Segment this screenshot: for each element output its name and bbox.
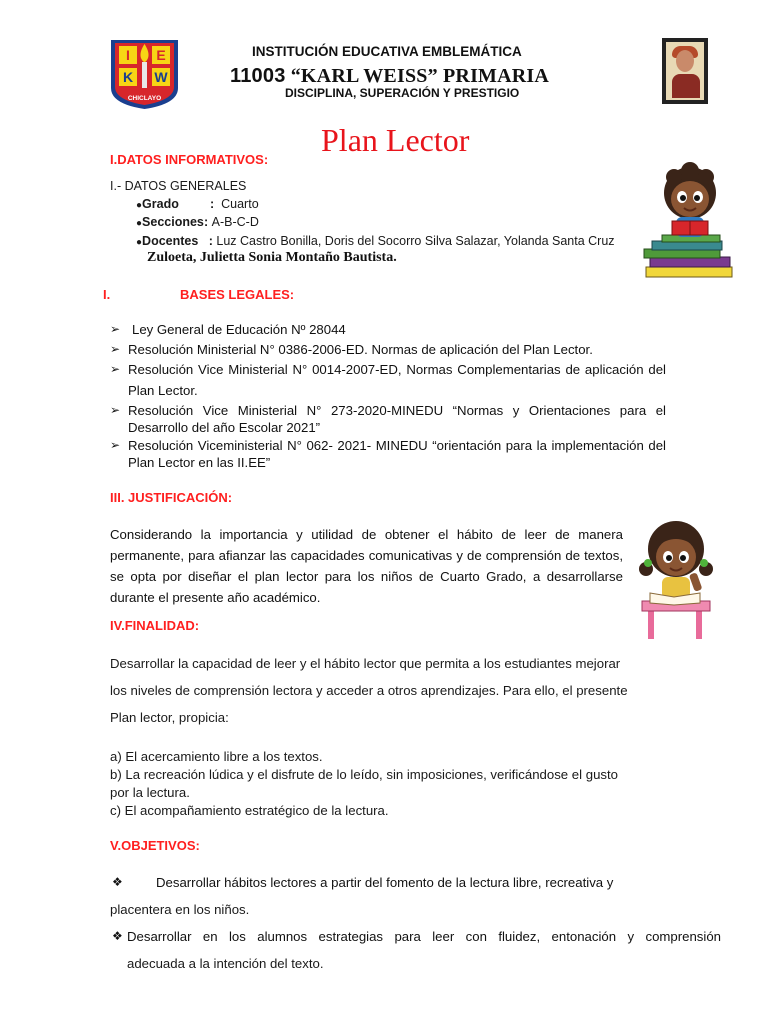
institution-label: INSTITUCIÓN EDUCATIVA EMBLEMÁTICA	[252, 44, 522, 59]
finalidad-item-b-cont: por la lectura.	[110, 785, 190, 800]
grado-value: Cuarto	[221, 197, 259, 211]
docentes-value-cont: Zuloeta, Julietta Sonia Montaño Bautista.	[147, 250, 397, 265]
school-logo	[108, 38, 181, 110]
arrow-bullet-icon: ➢	[110, 403, 121, 417]
objetivo-text-cont: adecuada a la intención del texto.	[127, 956, 324, 971]
legal-item-text: Resolución Vice Ministerial N° 273-2020-MINEDU “Normas y Orientaciones para el Desarrollo del año Escolar 2021”	[128, 403, 666, 435]
school-motto: DISCIPLINA, SUPERACIÓN Y PRESTIGIO	[285, 86, 520, 100]
arrow-bullet-icon: ➢	[110, 438, 121, 452]
logo-caption: CHICLAYO	[127, 95, 162, 102]
bullet-dot-icon: ●	[136, 237, 143, 248]
finalidad-item-b: b) La recreación lúdica y el disfrute de lo leído, sin imposiciones, verificándose el gusto	[110, 767, 618, 782]
secciones-label: Secciones	[142, 215, 204, 229]
datos-subheading: I.- DATOS GENERALES	[110, 179, 247, 193]
arrow-bullet-icon: ➢	[110, 342, 121, 356]
bases-number: I.	[103, 287, 111, 302]
logo-letter-i: I	[126, 47, 130, 63]
finalidad-item-a: a) El acercamiento libre a los textos.	[110, 749, 323, 764]
grado-row: ●Grado : Cuarto	[136, 197, 259, 211]
boy-reading-illustration	[642, 155, 738, 280]
diamond-bullet-icon: ❖	[112, 929, 123, 943]
school-number: 11003	[230, 65, 286, 87]
objetivos-heading: V.OBJETIVOS:	[110, 838, 200, 853]
legal-item	[110, 402, 666, 438]
docentes-value: Luz Castro Bonilla, Doris del Socorro Silva Salazar, Yolanda Santa Cruz	[216, 234, 615, 248]
legal-item	[110, 361, 666, 397]
document-title: Plan Lector	[321, 122, 470, 158]
legal-item	[110, 341, 666, 358]
portrait-photo	[662, 38, 708, 104]
docentes-row: ●Docentes : Luz Castro Bonilla, Doris del Socorro Silva Salazar, Yolanda Santa Cruz	[136, 234, 615, 248]
justificacion-heading: III. JUSTIFICACIÓN:	[110, 490, 233, 505]
legal-item	[110, 437, 666, 473]
finalidad-line: Desarrollar la capacidad de leer y el hábito lector que permita a los estudiantes mejorar	[110, 656, 621, 671]
logo-letter-e: E	[156, 47, 166, 63]
girl-reading-illustration	[634, 513, 726, 643]
legal-item-text: Ley General de Educación Nº 28044	[132, 322, 346, 337]
grado-label: Grado	[142, 197, 179, 211]
diamond-bullet-icon: ❖	[112, 875, 123, 889]
finalidad-heading: IV.FINALIDAD:	[110, 618, 200, 633]
finalidad-item-c: c) El acompañamiento estratégico de la lectura.	[110, 803, 389, 818]
objetivo-text: Desarrollar en los alumnos estrategias para leer con fluidez, entonación y comprensión	[127, 929, 721, 944]
school-name-text: “KARL WEISS” PRIMARIA	[290, 65, 550, 87]
objetivo-text: Desarrollar hábitos lectores a partir del fomento de la lectura libre, recreativa y	[156, 875, 614, 890]
justificacion-text: Considerando la importancia y utilidad de obtener el hábito de leer de manera permanente, para afianzar las capacidades comunicativas y de comprensión de textos, se opta por diseñar el plan lector para los niños de Cuarto Grado, a desarrollarse durante el presente año académico.	[110, 527, 623, 605]
docentes-label: Docentes	[142, 234, 199, 248]
bullet-dot-icon: ●	[136, 200, 143, 211]
legal-item-text: Resolución Viceministerial N° 062- 2021- MINEDU “orientación para la implementación del Plan Lector en las II.EE”	[128, 438, 666, 470]
legal-item-text: Resolución Vice Ministerial N° 0014-2007-ED, Normas Complementarias de aplicación del Plan Lector.	[128, 362, 666, 398]
arrow-bullet-icon: ➢	[110, 362, 121, 376]
finalidad-line: Plan lector, propicia:	[110, 710, 229, 725]
arrow-bullet-icon: ➢	[110, 322, 121, 336]
objetivo-text-cont: placentera en los niños.	[110, 902, 250, 917]
datos-heading: I.DATOS INFORMATIVOS:	[110, 152, 269, 167]
legal-item	[110, 321, 666, 338]
secciones-value: A-B-C-D	[211, 215, 259, 229]
finalidad-line: los niveles de comprensión lectora y acceder a otros aprendizajes. Para ello, el presente	[110, 683, 628, 698]
school-name	[230, 65, 549, 88]
bullet-dot-icon: ●	[136, 218, 143, 229]
logo-letter-w: W	[154, 69, 168, 85]
legal-item-text: Resolución Ministerial N° 0386-2006-ED. Normas de aplicación del Plan Lector.	[128, 342, 593, 357]
logo-letter-k: K	[122, 69, 134, 85]
secciones-row: ●Secciones : A-B-C-D	[136, 215, 259, 229]
bases-heading: BASES LEGALES:	[180, 287, 295, 302]
